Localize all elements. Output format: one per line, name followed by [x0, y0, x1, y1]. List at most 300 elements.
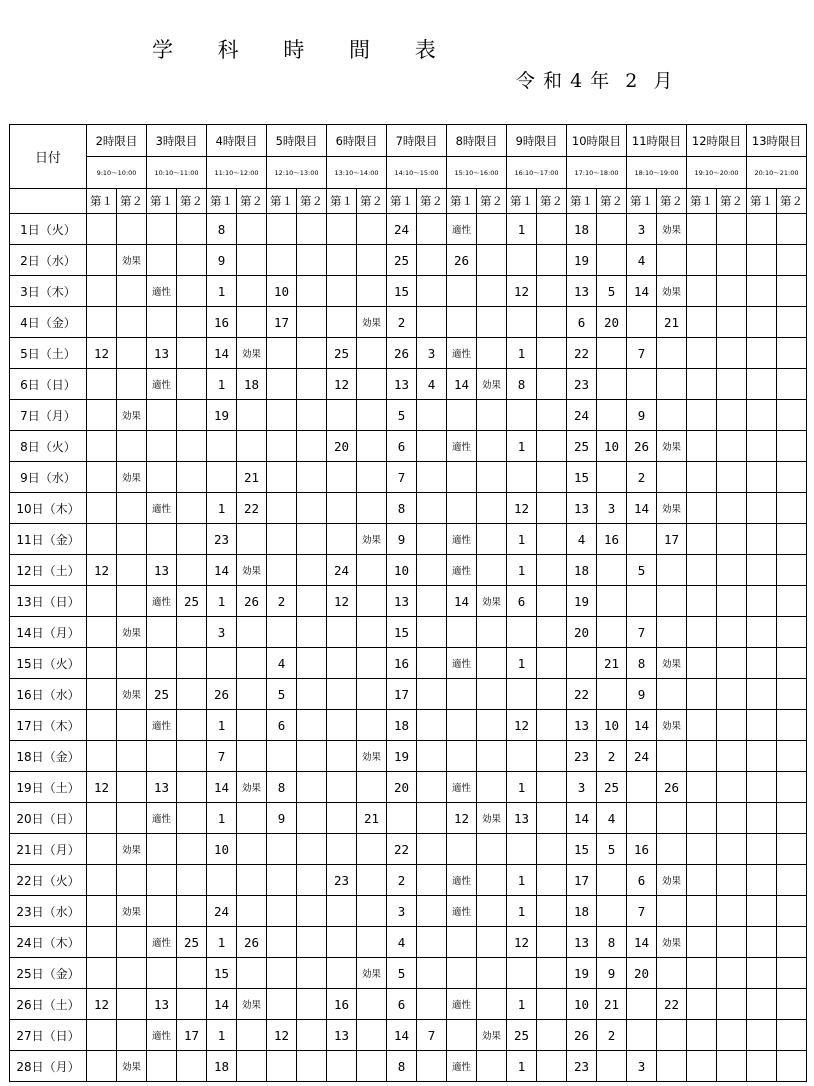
schedule-cell: [717, 338, 747, 369]
schedule-cell: [87, 1020, 117, 1051]
schedule-cell: 22: [567, 338, 597, 369]
sub-column-header: 第１: [147, 189, 177, 214]
sub-column-header: 第１: [627, 189, 657, 214]
schedule-cell: [117, 989, 147, 1020]
schedule-cell: 19: [567, 245, 597, 276]
schedule-cell: 26: [627, 431, 657, 462]
date-label: 18日（金）: [10, 741, 87, 772]
schedule-cell: [117, 741, 147, 772]
schedule-cell: [417, 276, 447, 307]
schedule-cell: [327, 276, 357, 307]
schedule-cell: [657, 741, 687, 772]
schedule-cell: [357, 679, 387, 710]
schedule-cell: 14: [567, 803, 597, 834]
date-label: 19日（土）: [10, 772, 87, 803]
schedule-cell: 14: [627, 493, 657, 524]
sub-column-header: 第２: [597, 189, 627, 214]
schedule-cell: 7: [207, 741, 237, 772]
schedule-cell: [147, 462, 177, 493]
schedule-cell: 23: [327, 865, 357, 896]
schedule-cell: 14: [447, 369, 477, 400]
schedule-cell: [117, 648, 147, 679]
schedule-cell: [87, 927, 117, 958]
period-name-header: 2時限目: [87, 125, 147, 157]
schedule-cell: [417, 617, 447, 648]
schedule-cell: [477, 400, 507, 431]
schedule-cell: [357, 772, 387, 803]
schedule-cell: [267, 462, 297, 493]
schedule-cell: [597, 245, 627, 276]
schedule-cell: [117, 431, 147, 462]
schedule-cell: [687, 617, 717, 648]
schedule-cell: [87, 617, 117, 648]
schedule-cell: [777, 1020, 807, 1051]
schedule-cell: [747, 896, 777, 927]
schedule-cell: [597, 865, 627, 896]
schedule-cell: 9: [207, 245, 237, 276]
schedule-cell: [357, 648, 387, 679]
schedule-cell: [417, 958, 447, 989]
schedule-cell: 21: [237, 462, 267, 493]
schedule-cell: [297, 493, 327, 524]
schedule-cell: [477, 555, 507, 586]
schedule-cell: [687, 741, 717, 772]
sub-column-header: 第１: [387, 189, 417, 214]
schedule-cell: 効果: [237, 338, 267, 369]
schedule-cell: 21: [597, 648, 627, 679]
schedule-cell: [477, 989, 507, 1020]
schedule-cell: [717, 524, 747, 555]
schedule-cell: 22: [567, 679, 597, 710]
schedule-cell: [537, 555, 567, 586]
schedule-cell: [297, 896, 327, 927]
schedule-cell: [507, 462, 537, 493]
schedule-cell: 17: [177, 1020, 207, 1051]
date-label: 14日（月）: [10, 617, 87, 648]
period-time-header: 9:10～10:00: [87, 157, 147, 189]
schedule-cell: 3: [567, 772, 597, 803]
table-row: [10, 555, 807, 586]
schedule-cell: 14: [207, 989, 237, 1020]
schedule-cell: 1: [507, 338, 537, 369]
schedule-cell: 22: [237, 493, 267, 524]
period-time-header: 11:10～12:00: [207, 157, 267, 189]
schedule-cell: 1: [207, 493, 237, 524]
schedule-cell: 14: [207, 338, 237, 369]
schedule-cell: [477, 927, 507, 958]
schedule-cell: [387, 803, 417, 834]
schedule-cell: [777, 431, 807, 462]
schedule-cell: [297, 710, 327, 741]
schedule-cell: [237, 741, 267, 772]
period-time-header: 19:10～20:00: [687, 157, 747, 189]
schedule-cell: [687, 462, 717, 493]
schedule-cell: [297, 741, 327, 772]
schedule-cell: 効果: [117, 1051, 147, 1082]
schedule-cell: [417, 555, 447, 586]
schedule-cell: 1: [507, 648, 537, 679]
schedule-cell: 効果: [117, 617, 147, 648]
schedule-cell: [717, 679, 747, 710]
schedule-cell: [597, 214, 627, 245]
schedule-cell: [237, 400, 267, 431]
schedule-cell: 16: [597, 524, 627, 555]
table-row: [10, 741, 807, 772]
table-row: [10, 865, 807, 896]
schedule-cell: [297, 1051, 327, 1082]
schedule-cell: 12: [327, 586, 357, 617]
schedule-cell: [717, 803, 747, 834]
schedule-cell: [177, 834, 207, 865]
schedule-cell: [297, 369, 327, 400]
schedule-cell: [327, 648, 357, 679]
schedule-cell: [327, 307, 357, 338]
date-label: 12日（土）: [10, 555, 87, 586]
table-row: [10, 462, 807, 493]
schedule-cell: 9: [627, 679, 657, 710]
schedule-cell: [357, 245, 387, 276]
schedule-cell: [297, 927, 327, 958]
schedule-cell: 適性: [147, 493, 177, 524]
schedule-cell: 9: [387, 524, 417, 555]
schedule-cell: [717, 772, 747, 803]
schedule-cell: 6: [387, 989, 417, 1020]
schedule-cell: [357, 276, 387, 307]
schedule-cell: [597, 338, 627, 369]
schedule-cell: 5: [597, 834, 627, 865]
schedule-cell: 25: [327, 338, 357, 369]
period-time-header: 16:10～17:00: [507, 157, 567, 189]
schedule-cell: [327, 617, 357, 648]
schedule-cell: 10: [207, 834, 237, 865]
schedule-cell: [777, 958, 807, 989]
schedule-cell: [477, 710, 507, 741]
sub-column-header: 第２: [777, 189, 807, 214]
schedule-cell: 適性: [447, 865, 477, 896]
period-name-header: 8時限目: [447, 125, 507, 157]
schedule-cell: 25: [147, 679, 177, 710]
schedule-cell: [417, 865, 447, 896]
schedule-cell: 1: [207, 710, 237, 741]
period-time-header: 14:10～15:00: [387, 157, 447, 189]
schedule-cell: [417, 307, 447, 338]
schedule-cell: [447, 493, 477, 524]
schedule-cell: [357, 865, 387, 896]
schedule-cell: 1: [207, 1020, 237, 1051]
schedule-cell: 効果: [477, 1020, 507, 1051]
schedule-cell: [687, 648, 717, 679]
schedule-cell: 効果: [357, 524, 387, 555]
schedule-cell: 21: [357, 803, 387, 834]
schedule-cell: [177, 710, 207, 741]
schedule-cell: 10: [567, 989, 597, 1020]
sub-column-header: 第２: [237, 189, 267, 214]
schedule-cell: [627, 369, 657, 400]
schedule-cell: 13: [147, 555, 177, 586]
schedule-cell: [597, 555, 627, 586]
schedule-cell: [687, 896, 717, 927]
schedule-cell: [87, 276, 117, 307]
date-label: 7日（月）: [10, 400, 87, 431]
schedule-cell: 7: [387, 462, 417, 493]
schedule-cell: [87, 245, 117, 276]
schedule-cell: [657, 679, 687, 710]
table-row: [10, 493, 807, 524]
schedule-cell: [297, 555, 327, 586]
schedule-cell: 1: [507, 1051, 537, 1082]
table-row: [10, 1020, 807, 1051]
schedule-cell: 3: [387, 896, 417, 927]
sub-column-header: 第１: [567, 189, 597, 214]
schedule-cell: [87, 431, 117, 462]
schedule-cell: [747, 307, 777, 338]
schedule-cell: [297, 679, 327, 710]
schedule-cell: [117, 276, 147, 307]
schedule-cell: [747, 214, 777, 245]
schedule-cell: [537, 803, 567, 834]
schedule-cell: [507, 741, 537, 772]
schedule-cell: 5: [387, 958, 417, 989]
schedule-cell: [687, 958, 717, 989]
schedule-cell: 12: [267, 1020, 297, 1051]
schedule-cell: 適性: [447, 524, 477, 555]
schedule-cell: [687, 710, 717, 741]
schedule-cell: [297, 865, 327, 896]
table-row: [10, 307, 807, 338]
schedule-cell: 適性: [147, 927, 177, 958]
schedule-cell: [537, 1020, 567, 1051]
schedule-cell: [477, 679, 507, 710]
schedule-cell: [267, 834, 297, 865]
schedule-cell: [297, 586, 327, 617]
schedule-cell: 18: [237, 369, 267, 400]
schedule-cell: 13: [567, 493, 597, 524]
schedule-cell: 8: [597, 927, 627, 958]
table-row: [10, 896, 807, 927]
schedule-cell: [447, 710, 477, 741]
schedule-cell: [687, 555, 717, 586]
schedule-cell: [687, 338, 717, 369]
schedule-cell: [477, 741, 507, 772]
schedule-cell: [267, 927, 297, 958]
schedule-cell: [327, 462, 357, 493]
schedule-cell: [747, 803, 777, 834]
period-name-header: 12時限目: [687, 125, 747, 157]
schedule-cell: 2: [387, 307, 417, 338]
schedule-cell: [447, 276, 477, 307]
schedule-cell: 効果: [237, 989, 267, 1020]
schedule-cell: [117, 772, 147, 803]
schedule-cell: [687, 1051, 717, 1082]
table-row: [10, 245, 807, 276]
schedule-cell: [147, 245, 177, 276]
schedule-cell: [177, 400, 207, 431]
schedule-cell: [777, 834, 807, 865]
table-row: [10, 679, 807, 710]
schedule-cell: [537, 927, 567, 958]
schedule-cell: 17: [387, 679, 417, 710]
schedule-cell: 効果: [657, 431, 687, 462]
schedule-cell: 6: [627, 865, 657, 896]
sub-column-header: 第１: [447, 189, 477, 214]
schedule-cell: 1: [507, 524, 537, 555]
schedule-cell: 1: [507, 214, 537, 245]
schedule-cell: [657, 462, 687, 493]
schedule-cell: 10: [597, 710, 627, 741]
schedule-cell: 16: [327, 989, 357, 1020]
table-row: [10, 648, 807, 679]
date-label: 6日（日）: [10, 369, 87, 400]
schedule-cell: [237, 431, 267, 462]
schedule-cell: [117, 803, 147, 834]
schedule-cell: 15: [387, 276, 417, 307]
schedule-cell: [747, 617, 777, 648]
date-label: 25日（金）: [10, 958, 87, 989]
schedule-cell: [177, 245, 207, 276]
schedule-cell: [117, 586, 147, 617]
schedule-cell: [687, 927, 717, 958]
schedule-cell: 8: [507, 369, 537, 400]
schedule-cell: 効果: [357, 307, 387, 338]
schedule-cell: [537, 989, 567, 1020]
schedule-cell: [567, 648, 597, 679]
schedule-cell: 13: [567, 276, 597, 307]
schedule-cell: 15: [207, 958, 237, 989]
schedule-cell: [237, 679, 267, 710]
schedule-cell: 効果: [117, 896, 147, 927]
schedule-cell: [207, 865, 237, 896]
schedule-cell: [627, 1020, 657, 1051]
schedule-cell: 2: [267, 586, 297, 617]
schedule-cell: [177, 431, 207, 462]
schedule-cell: [267, 214, 297, 245]
period-name-header: 3時限目: [147, 125, 207, 157]
sub-column-header: 第１: [207, 189, 237, 214]
schedule-cell: [177, 989, 207, 1020]
schedule-cell: 適性: [447, 1051, 477, 1082]
schedule-cell: [357, 1051, 387, 1082]
schedule-cell: [507, 307, 537, 338]
schedule-cell: [657, 896, 687, 927]
schedule-cell: [477, 462, 507, 493]
schedule-cell: 6: [567, 307, 597, 338]
schedule-cell: [537, 710, 567, 741]
schedule-cell: 20: [387, 772, 417, 803]
schedule-cell: [477, 958, 507, 989]
schedule-cell: 5: [387, 400, 417, 431]
schedule-cell: [687, 493, 717, 524]
schedule-cell: [537, 214, 567, 245]
schedule-cell: [747, 741, 777, 772]
schedule-cell: [447, 617, 477, 648]
schedule-cell: 効果: [117, 400, 147, 431]
schedule-cell: [147, 524, 177, 555]
schedule-cell: [357, 1020, 387, 1051]
schedule-cell: [507, 617, 537, 648]
schedule-cell: [87, 834, 117, 865]
sub-column-header: 第１: [687, 189, 717, 214]
period-name-header: 7時限目: [387, 125, 447, 157]
schedule-cell: [717, 710, 747, 741]
schedule-cell: 7: [627, 338, 657, 369]
schedule-cell: 3: [627, 214, 657, 245]
schedule-cell: 9: [627, 400, 657, 431]
schedule-cell: [777, 1051, 807, 1082]
schedule-cell: [477, 1051, 507, 1082]
schedule-cell: [777, 400, 807, 431]
schedule-cell: [117, 338, 147, 369]
sub-column-header: 第１: [87, 189, 117, 214]
schedule-cell: 1: [507, 989, 537, 1020]
schedule-cell: [417, 803, 447, 834]
schedule-cell: 13: [567, 710, 597, 741]
schedule-cell: 効果: [117, 245, 147, 276]
schedule-cell: 6: [387, 431, 417, 462]
schedule-cell: 22: [387, 834, 417, 865]
schedule-cell: 14: [387, 1020, 417, 1051]
schedule-cell: [717, 555, 747, 586]
schedule-cell: [267, 617, 297, 648]
schedule-cell: [747, 369, 777, 400]
schedule-cell: [147, 307, 177, 338]
schedule-cell: 9: [597, 958, 627, 989]
schedule-cell: [507, 245, 537, 276]
schedule-cell: [327, 741, 357, 772]
schedule-cell: 効果: [117, 679, 147, 710]
schedule-cell: [87, 865, 117, 896]
schedule-cell: [117, 214, 147, 245]
schedule-cell: [297, 431, 327, 462]
schedule-cell: [507, 679, 537, 710]
schedule-cell: 19: [207, 400, 237, 431]
schedule-cell: [147, 958, 177, 989]
schedule-cell: 16: [627, 834, 657, 865]
schedule-cell: 26: [237, 927, 267, 958]
schedule-cell: [147, 214, 177, 245]
schedule-cell: [777, 803, 807, 834]
schedule-cell: [327, 710, 357, 741]
schedule-cell: 13: [387, 586, 417, 617]
schedule-cell: 1: [207, 803, 237, 834]
schedule-cell: [777, 772, 807, 803]
sub-column-header: 第１: [327, 189, 357, 214]
schedule-cell: 3: [627, 1051, 657, 1082]
schedule-cell: [447, 679, 477, 710]
sub-column-header: 第１: [267, 189, 297, 214]
schedule-cell: [747, 462, 777, 493]
schedule-cell: 26: [657, 772, 687, 803]
date-label: 15日（火）: [10, 648, 87, 679]
sub-column-header: 第１: [507, 189, 537, 214]
schedule-cell: [657, 338, 687, 369]
schedule-cell: 7: [417, 1020, 447, 1051]
schedule-cell: [777, 369, 807, 400]
schedule-cell: 5: [267, 679, 297, 710]
date-label: 22日（火）: [10, 865, 87, 896]
schedule-cell: 効果: [117, 834, 147, 865]
schedule-cell: [477, 493, 507, 524]
schedule-cell: [717, 834, 747, 865]
schedule-cell: [147, 865, 177, 896]
schedule-cell: 5: [627, 555, 657, 586]
schedule-cell: [267, 493, 297, 524]
schedule-cell: [327, 927, 357, 958]
schedule-cell: [717, 1051, 747, 1082]
schedule-cell: [687, 431, 717, 462]
schedule-cell: [297, 462, 327, 493]
table-row: [10, 524, 807, 555]
schedule-cell: [597, 586, 627, 617]
